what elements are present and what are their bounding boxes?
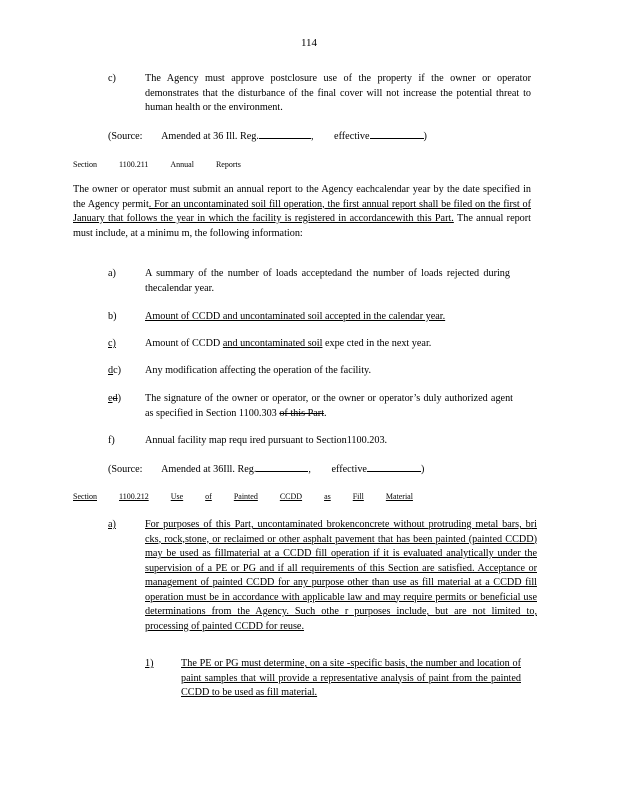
intro-text: The owner or operator must submit an annual report to the Agency eachcalendar year by the date specified in the Agency permit: [73, 184, 531, 210]
source-amended: Amended at 36Ill. Reg.: [161, 464, 257, 475]
section-title-word: CCDD: [279, 492, 303, 501]
item-212a-label: a): [108, 519, 116, 530]
item-f-label: f): [108, 435, 115, 446]
item-e-text: [145, 392, 513, 421]
section-title-word: Annual: [170, 160, 194, 169]
item-d-label-new: d: [108, 365, 114, 376]
item-c2-text-end: expe cted in the next year.: [322, 338, 432, 349]
item-e-text-end: .: [324, 407, 327, 419]
source-effective: effective: [334, 131, 370, 142]
source-blank: [259, 128, 311, 139]
item-e-label: [108, 392, 138, 407]
source-comma: ,: [310, 131, 314, 142]
section-212-heading: [73, 490, 435, 505]
item-c2-text: [145, 337, 505, 352]
item-b-text: Amount of CCDD and uncontaminated soil accepted in the calendar year.: [145, 311, 446, 322]
item-e-label-new: e: [108, 393, 113, 404]
page-number: 114: [300, 37, 318, 49]
section-title-word: Fill: [352, 492, 364, 501]
source-close: ): [420, 464, 425, 475]
source-blank: [367, 461, 421, 472]
item-a-text: A summary of the number of loads acceptedand the number of loads rejected during thecalendar year.: [145, 268, 510, 294]
section-number: 1100.212: [119, 492, 149, 501]
item-212a-text: For purposes of this Part, uncontaminated brokenconcrete without protruding metal bars, bri cks, rock,stone, or reclaimed or other asphalt pavement that has been painted (painted CCDD) may be used as fillmaterial at a CCDD fill operation if it is evaluated analytically under the supervision of a PE or PG and if all requirements of this Section are satisfied. Acceptance or management of painted CCDD for any purpose other than use as fill material at a CCDD fill operation must be in accordance with applicable law and may require permits or beneficial use determinations from the Agency. Such othe r purposes include, but are not limited to, processing of painted CCDD for reuse.: [145, 519, 537, 632]
item-a-label: a): [108, 268, 116, 279]
source-amended: Amended at 36 Ill. Reg.: [161, 131, 259, 142]
item-c-text: The Agency must approve postclosure use of the property if the owner or operator demonstrates that the disturbance of the final cover will not increase the potential threat to human health or the environment.: [145, 73, 531, 113]
source-open: (Source:: [108, 131, 143, 142]
source-close: ): [423, 131, 427, 142]
item-212a1-text: The PE or PG must determine, on a site -specific basis, the number and location of paint samples that will provide a representative analysis of paint from the painted CCDD to be used as fill material.: [181, 658, 521, 698]
section-211-intro: [73, 183, 531, 241]
section-title-word: of: [205, 492, 212, 501]
section-title-word: as: [324, 492, 331, 501]
source-open: (Source:: [108, 464, 143, 475]
source-note-1: [108, 128, 528, 145]
intro-underlined-text: . For an uncontaminated soil fill operation, the first annual report shall be filed on the first of January that follows the year in which the facility is registered in accordancewith this Part.: [73, 198, 531, 224]
item-d-label-old: c): [113, 365, 122, 376]
item-e-struck-text: of this Part: [279, 407, 325, 419]
section-title-word: Painted: [233, 492, 258, 501]
section-word: Section: [73, 160, 97, 169]
item-e-text-part: The signature of the owner or operator, or the owner or operator’s duly authorized agent as specified in Section 1100.303: [145, 393, 513, 419]
source-note-2: [108, 461, 528, 478]
item-212a1-label: 1): [145, 658, 154, 669]
item-e-label-paren: ): [117, 393, 122, 404]
source-comma: ,: [308, 464, 311, 475]
item-b-label: b): [108, 311, 117, 322]
section-title-word: Reports: [215, 160, 241, 169]
section-number: 1100.211: [119, 160, 149, 169]
section-title-word: Material: [385, 492, 413, 501]
item-d-text: Any modification affecting the operation of the facility.: [145, 365, 372, 376]
item-f-text: Annual facility map requ ired pursuant to Section1100.203.: [145, 435, 388, 446]
item-c2-text-part: Amount of CCDD: [145, 338, 223, 349]
intro-text-end: The annual report must include, at a minimu m, the following information:: [73, 213, 531, 239]
source-effective: effective: [331, 464, 367, 475]
item-c2-label: c): [108, 338, 116, 349]
section-211-heading: [73, 158, 263, 173]
item-c2-underlined: and uncontaminated soil: [222, 338, 323, 349]
section-title-word: Use: [170, 492, 184, 501]
source-blank: [256, 461, 308, 472]
item-e-label-struck: d: [112, 393, 118, 404]
section-word: Section: [73, 492, 97, 501]
item-c-label: c): [108, 73, 116, 84]
source-blank: [370, 128, 424, 139]
item-d-label: [108, 364, 138, 379]
